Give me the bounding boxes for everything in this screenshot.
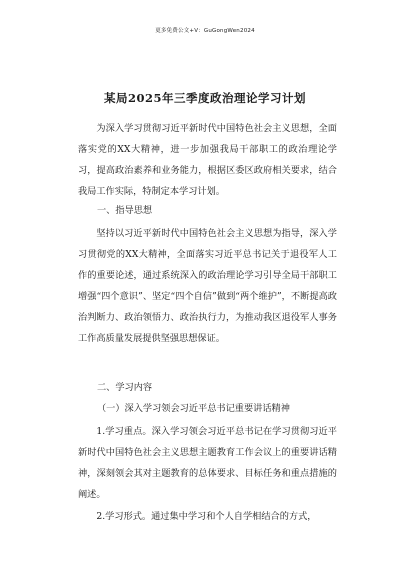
- section-2-heading: 二、学习内容: [97, 382, 153, 393]
- section-1-heading: 一、指导思想: [97, 205, 153, 216]
- header-note: 更多免费公文+V：GuGongWen2024: [155, 28, 255, 34]
- section-2-subheading-1: （一）深入学习领会习近平总书记重要讲话精神: [97, 403, 290, 414]
- section-1-paragraph: 坚持以习近平新时代中国特色社会主义思想为指导，深入学习贯彻党的XX大精神，全面落实习近平总书记关于退役军人工作的重要论述，通过系统深入的政治理论学习引导全局干部职工增强“四个意识”、坚定“四个自信”做到“两个维护”，不断提高政治判断力、政治领悟力、政治执行力，为推动我区退役军人事务工作高质量发展提供坚强思想保证。: [78, 228, 337, 344]
- document-title: 某局2025年三季度政治理论学习计划: [103, 91, 306, 105]
- section-2-item-2: 2.学习形式。通过集中学习和个人自学相结合的方式，: [96, 511, 317, 522]
- intro-paragraph: 为深入学习贯彻习近平新时代中国特色社会主义思想，全面落实党的XX大精神，进一步加强我局干部职工的政治理论学习，提高政治素养和业务能力，根据区委区政府相关要求，结合我局工作实际，特制定本学习计划。: [78, 123, 337, 197]
- section-2-item-1: 1.学习重点。深入学习领会习近平总书记在学习贯彻习近平新时代中国特色社会主义思想主题教育工作会议上的重要讲话精神，深刻领会其对主题教育的总体要求、目标任务和重点措施的阐述。: [78, 426, 337, 500]
